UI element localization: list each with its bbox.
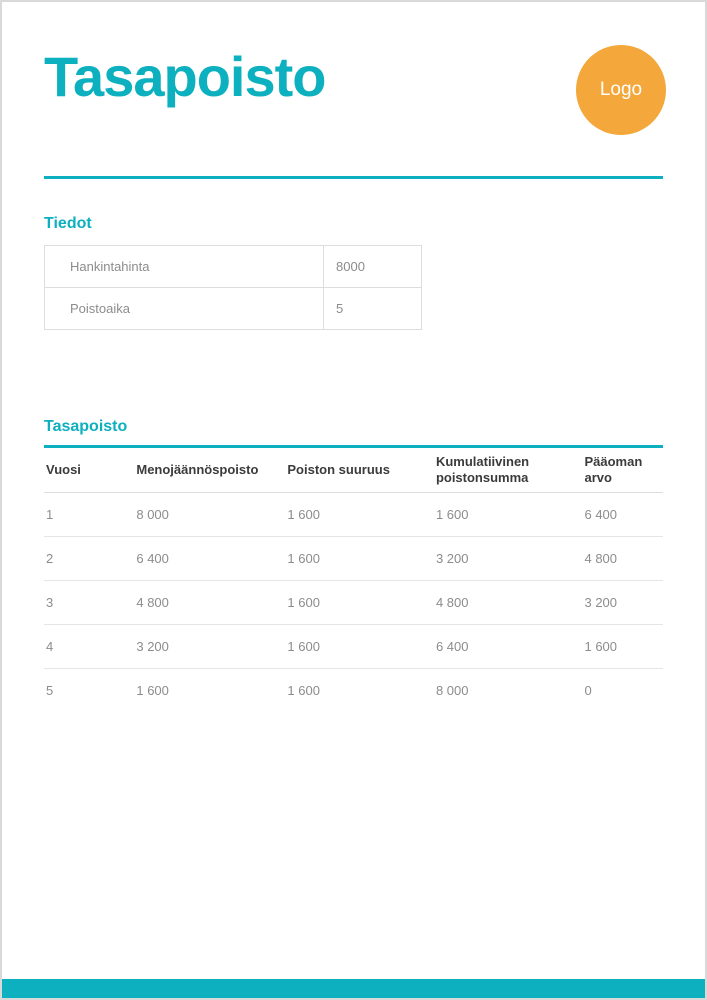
table-cell: 1 600 <box>285 625 434 669</box>
table-cell: 4 800 <box>134 581 285 625</box>
table-cell: 4 <box>44 625 134 669</box>
table-cell: 3 200 <box>134 625 285 669</box>
info-value: 5 <box>324 288 422 330</box>
info-value: 8000 <box>324 246 422 288</box>
table-cell: 1 600 <box>287 683 320 698</box>
table-row <box>44 493 663 537</box>
page-title: Tasapoisto <box>44 45 326 108</box>
table-cell: 1 600 <box>285 537 434 581</box>
info-row <box>45 246 422 288</box>
table-cell: 2 <box>44 537 134 581</box>
table-cell: 4 800 <box>434 581 583 625</box>
footer-bar <box>0 979 707 1000</box>
column-header: Pääoman arvo <box>582 448 663 493</box>
column-header: Vuosi <box>44 448 134 493</box>
table-cell: 6 400 <box>134 537 285 581</box>
info-row <box>45 288 422 330</box>
depreciation-table <box>44 448 663 712</box>
info-label: Poistoaika <box>45 288 324 330</box>
table-cell: 1 600 <box>582 625 663 669</box>
table-cell: 1 600 <box>285 493 434 537</box>
depreciation-section-heading: Tasapoisto <box>44 418 128 435</box>
table-row <box>44 581 663 625</box>
table-cell: 3 200 <box>434 537 583 581</box>
title-divider-rule <box>44 176 663 179</box>
column-header: Poiston suuruus <box>285 448 434 493</box>
table-row <box>44 669 663 713</box>
info-section-heading: Tiedot <box>44 215 92 232</box>
depreciation-header-row <box>44 448 663 493</box>
table-cell: 5 <box>46 683 54 698</box>
table-cell: 1 600 <box>285 581 434 625</box>
column-header: Menojäännöspoisto <box>134 448 285 493</box>
table-cell: 8 000 <box>435 683 469 698</box>
logo-badge <box>576 45 666 135</box>
logo-label: Logo <box>599 79 643 100</box>
column-header: Kumulatiivinen poistonsumma <box>434 448 583 493</box>
info-section <box>44 215 663 330</box>
table-cell: 1 600 <box>136 683 169 698</box>
table-row <box>44 625 663 669</box>
table-cell: 0 <box>584 683 592 698</box>
depreciation-section <box>44 418 663 712</box>
table-cell: 6 400 <box>582 493 663 537</box>
table-cell: 8 000 <box>134 493 285 537</box>
table-cell: 1 600 <box>434 493 583 537</box>
table-cell: 3 200 <box>582 581 663 625</box>
table-row <box>44 537 663 581</box>
table-cell: 3 <box>44 581 134 625</box>
table-cell: 6 400 <box>434 625 583 669</box>
table-cell: 1 <box>44 493 134 537</box>
table-cell: 4 800 <box>582 537 663 581</box>
info-label: Hankintahinta <box>45 246 324 288</box>
info-table <box>44 245 422 330</box>
page-content <box>2 45 705 712</box>
